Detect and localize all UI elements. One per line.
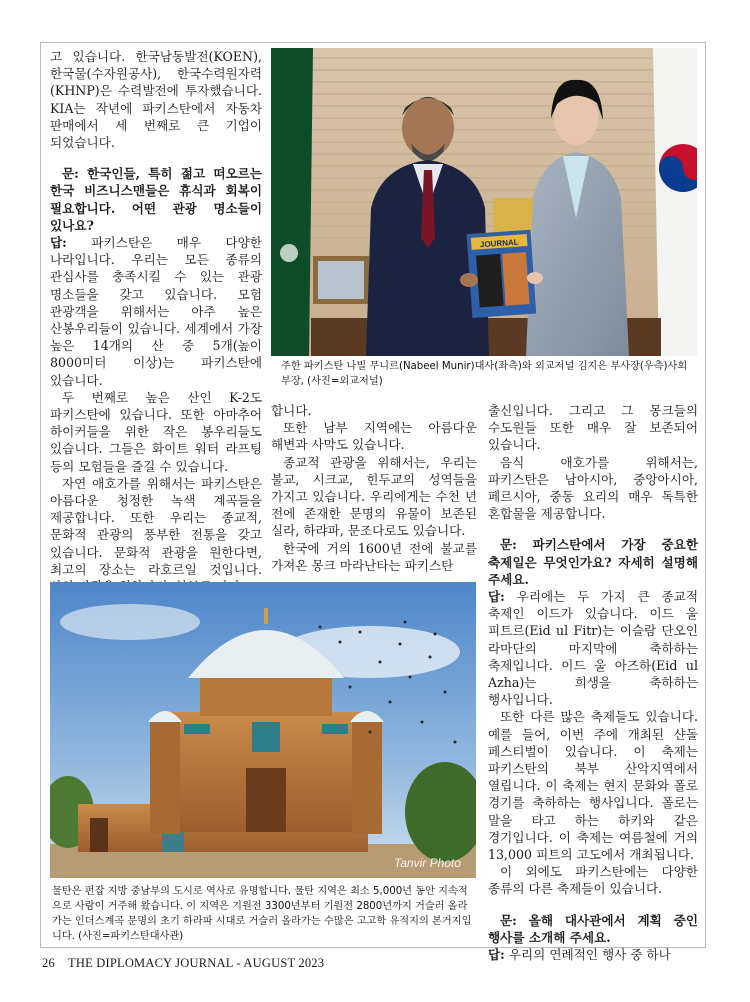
column3-paragraph-2: 음식 애호가를 위해서는, 파키스탄은 남아시아, 중앙아시아, 페르시아, 중동 요리의 매우 독특한 혼합물을 제공합니다. <box>488 454 698 522</box>
column-1 <box>50 48 262 595</box>
column2-paragraph-3: 종교적 관광을 위해서는, 우리는 불교, 시크교, 힌두교의 성역들을 가지고 있습니다. 우리에게는 수천 년 전에 존재한 문명의 유물이 보존된 실라, 하랴파, 문조다로도 있습니다. <box>271 454 477 539</box>
meeting-photo-caption: 주한 파키스탄 나빌 무니르(Nabeel Munir)대사(좌측)와 외교저널 김지은 부사장(우측)사회부장, (사진=외교저널) <box>281 361 688 387</box>
column1-paragraph-1: 고 있습니다. 한국남동발전(KOEN), 한국물(수자원공사), 한국수력원자력(KHNP)은 수력발전에 투자했습니다. KIA는 작년에 파키스탄에서 자동차 판매에서 세 번째로 큰 기업이 되었습니다. <box>50 49 262 151</box>
answer-3-label: 답: <box>488 947 505 963</box>
column2-paragraph-2: 또한 남부 지역에는 아름다운 해변과 사막도 있습니다. <box>271 420 477 453</box>
column-3 <box>488 402 698 963</box>
photo-watermark: Tanvir Photo <box>394 856 461 870</box>
publication-line: THE DIPLOMACY JOURNAL - AUGUST 2023 <box>68 956 325 970</box>
answer-1-label: 답: <box>50 235 67 251</box>
column-2 <box>271 402 477 574</box>
answer-3-text: 우리의 연례적인 행사 중 하나 <box>504 947 671 963</box>
answer-3 <box>488 946 698 963</box>
answer-2 <box>488 588 698 708</box>
column3-paragraph-3: 또한 다른 많은 축제들도 있습니다. 예를 들어, 이번 주에 개최된 샨돌 페스티벌이 있습니다. 이 축제는 파키스탄의 북부 산악지역에서 열립니다. 이 축제는 현지 문화와 폴로 경기를 축하하는 행사입니다. 폴로는 말을 타고 하는 하키와 같은 경기입니다. 이 축제는 여름철에 거의 13,000 피트의 고도에서 개최됩니다. <box>488 709 698 863</box>
multan-shrine-photo <box>50 582 476 878</box>
magazine-title: JOURNAL <box>479 237 519 250</box>
question-1: 문: 한국인들, 특히 젊고 떠오르는 한국 비즈니스맨들은 휴식과 회복이 필요합니다. 어떤 관광 명소들이 있나요? <box>50 166 262 233</box>
column2-paragraph-1: 합니다. <box>271 403 312 418</box>
page-footer <box>42 956 324 971</box>
column3-paragraph-4: 이 외에도 파키스탄에는 다양한 종류의 다른 축제들이 있습니다. <box>488 864 698 897</box>
answer-2-text: 우리에는 두 가지 큰 종교적 축제인 이드가 있습니다. 이드 울 피트르(Eid ul Fitr)는 이슬람 단오인 라마단의 마지막에 축하하는 축제입니다. 이드 울 아즈하(Eid ul Azha)는 희생을 축하하는 행사입니다. <box>488 589 698 708</box>
answer-2-label: 답: <box>488 589 505 605</box>
column1-paragraph-3: 자연 애호가를 위해서는 파키스탄은 아름다운 청정한 녹색 계곡들을 제공합니다. 또한 우리는 종교적, 문화적 관광의 풍부한 전통을 갖고 있습니다. 문화적 관광을 원한다면, 최고의 장소는 라호르일 것입니다. <box>50 475 262 577</box>
column1-paragraph-2: 두 번째로 높은 산인 K-2도 파키스탄에 있습니다. 또한 아마추어 하이커들을 위한 작은 봉우리들도 있습니다. 그들은 화이트 워터 라프팅 등의 모험들을 즐길 수 있습니다. <box>50 389 262 474</box>
column2-paragraph-4: 한국에 거의 1600년 전에 불교를 가져온 몽크 마라난타는 파키스탄 <box>271 540 477 573</box>
question-3: 문: 올해 대사관에서 계획 중인 행사를 소개해 주세요. <box>488 912 698 945</box>
meeting-photo <box>271 48 697 356</box>
question-2: 문: 파키스탄에서 가장 중요한 축제일은 무엇인가요? 자세히 설명해 주세요. <box>488 537 698 587</box>
answer-1 <box>50 234 262 389</box>
answer-1-text: 파키스탄은 매우 다양한 나라입니다. 우리는 모든 종류의 관심사를 충족시킬 수 있는 관광 명소들을 갖고 있습니다. 모험 관광객을 위해서는 아주 높은 산봉우리들이 있습니다. 세계에서 가장 높은 14개의 산 중 5개(높이 8000미터 이상)는 파키스탄에 있습니다. <box>50 235 262 388</box>
multan-photo-caption: 물탄은 펀잡 지방 중남부의 도시로 역사로 유명합니다. 물탄 지역은 최소 5,000년 동안 지속적으로 사람이 거주해 왔습니다. 이 지역은 기원전 3300년부터 기원전 2800년까지 거슬러 올라가는 인더스계곡 문명의 초기 하라파 시대로 거슬러 올라가는 수많은 고고학 유적지의 본거지입니다. (사진=파키스탄대사관) <box>52 886 472 942</box>
column3-paragraph-1: 출신입니다. 그리고 그 몽크들의 수도원들 또한 매우 잘 보존되어 있습니다. <box>488 403 698 453</box>
page-number: 26 <box>42 956 55 970</box>
